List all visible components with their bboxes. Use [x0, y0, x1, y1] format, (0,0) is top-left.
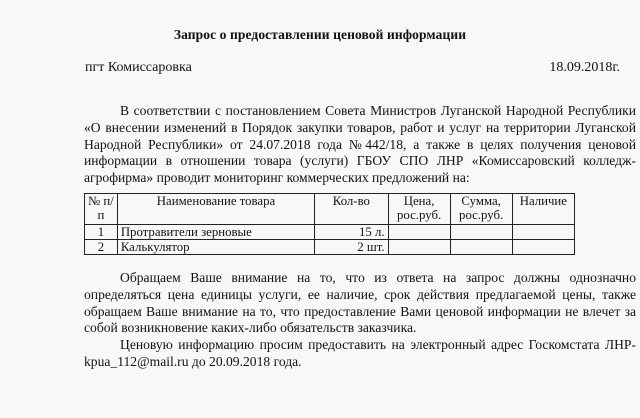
- row-num: 2: [85, 240, 118, 255]
- document-date: 18.09.2018г.: [549, 60, 620, 75]
- paragraph-intro-text: В соответствии с постановлением Совета Министров Луганской Народной Республики «О внесении изменений в Порядок закупки товаров, работ и услуг на территории Луганской Народной Республики» от 24.07.2018 года №442/18, а также в целях получения ценовой информации в отношении товара (услуги) ГБОУ СПО ЛНР «Комиссаровский колледж-агрофирма» проводит мониторинг коммерческих предложений на:: [84, 103, 636, 186]
- header-name: Наименование товара: [117, 194, 314, 225]
- paragraph-notice-text: Обращаем Ваше внимание на то, что из ответа на запрос должны однозначно определяться цена единицы услуги, ее наличие, срок действия предлагаемой цены, также обращаем Ваше внимание на то, что предоставление Вами ценовой информации не влечет за собой возникновение каких-либо обязательств заказчика.: [84, 270, 636, 336]
- row-price: [388, 240, 450, 255]
- header-price: Цена, рос.руб.: [388, 194, 450, 225]
- row-name: Калькулятор: [117, 240, 314, 255]
- header-qty: Кол-во: [315, 194, 388, 225]
- paragraph-notice: [84, 270, 636, 337]
- document-place: пгт Комиссаровка: [85, 60, 192, 75]
- row-availability: [512, 240, 574, 255]
- row-qty: 15 л.: [315, 225, 388, 240]
- paragraph-contact: [84, 337, 636, 371]
- paragraph-intro: [84, 103, 636, 187]
- row-availability: [512, 225, 574, 240]
- row-sum: [450, 240, 512, 255]
- header-availability: Наличие: [512, 194, 574, 225]
- row-num: 1: [85, 225, 118, 240]
- document-title: Запрос о предоставлении ценовой информации: [173, 27, 467, 42]
- table-header-row: [85, 194, 575, 225]
- header-sum: Сумма, рос.руб.: [450, 194, 512, 225]
- table-row: [85, 225, 575, 240]
- row-price: [388, 225, 450, 240]
- row-qty: 2 шт.: [315, 240, 388, 255]
- paragraph-contact-text: Ценовую информацию просим предоставить на электронный адрес Госкомстата ЛНР-kpua_112@mail.ru до 20.09.2018 года.: [84, 337, 636, 369]
- row-name: Протравители зерновые: [117, 225, 314, 240]
- table-row: [85, 240, 575, 255]
- header-num: № п/п: [85, 194, 118, 225]
- row-sum: [450, 225, 512, 240]
- goods-table: [84, 193, 575, 255]
